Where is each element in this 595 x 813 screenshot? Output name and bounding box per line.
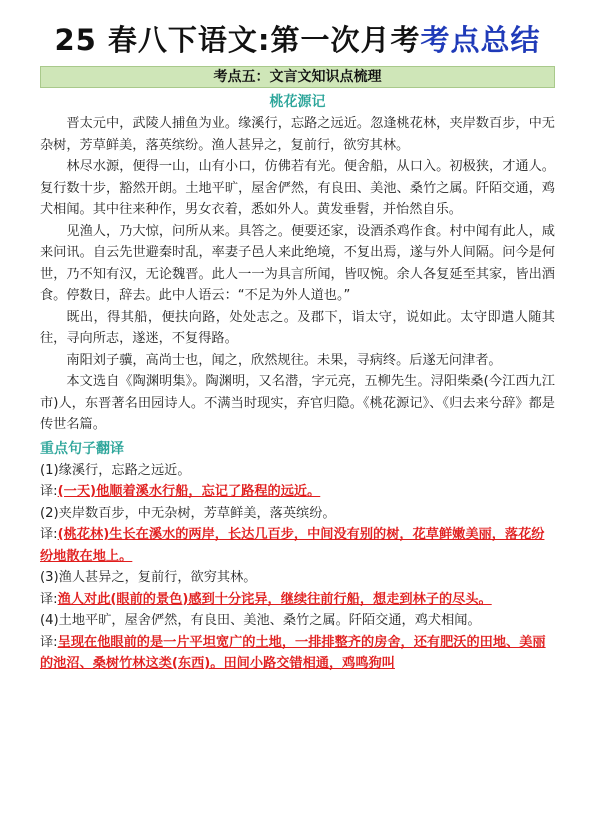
translation-label: 译: [40,591,58,607]
translation-1 [40,481,555,503]
translation-text: (桃花林)生长在溪水的两岸，长达几百步，中间没有别的树，花草鲜嫩美丽，落花纷纷地散在地上。 [40,527,545,564]
essay-paragraph-6: 本文选自《陶渊明集》。陶渊明，又名潜，字元亮，五柳先生。浔阳柴桑(今江西九江市)人，东晋著名田园诗人。不满当时现实，弃官归隐。《桃花源记》、《归去来兮辞》都是传世名篇。 [40,374,555,432]
essay-paragraph-4: 既出，得其船，便扶向路，处处志之。及郡下，诣太守，说如此。太守即遣人随其往，寻向所志，遂迷，不复得路。 [40,309,555,346]
translation-2 [40,524,555,567]
section-header-bar: 考点五：文言文知识点梳理 [40,66,555,88]
title-main: 25 春八下语文:第一次月考 [54,23,421,57]
translation-4 [40,632,555,675]
essay-paragraph-2: 林尽水源，便得一山，山有小口，仿佛若有光。便舍船，从口入。初极狭，才通人。复行数十步，豁然开朗。土地平旷，屋舍俨然，有良田、美池、桑竹之属。阡陌交通，鸡犬相闻。其中往来种作，男女衣着，悉如外人。黄发垂髫，并怡然自乐。 [40,159,555,217]
translation-label: 译: [40,634,58,650]
translation-text: (一天)他顺着溪水行船，忘记了路程的远近。 [57,484,321,499]
essay-paragraph-5: 南阳刘子骥，高尚士也，闻之，欣然规往。未果，寻病终。后遂无问津者。 [66,352,502,368]
title-highlight: 考点总结 [420,23,541,57]
essay-paragraph-3: 见渔人，乃大惊，问所从来。具答之。便要还家，设酒杀鸡作食。村中闻有此人，咸来问讯。自云先世避秦时乱，率妻子邑人来此绝境，不复出焉，遂与外人间隔。问今是何世，乃不知有汉，无论魏晋。此人一一为具言所闻，皆叹惋。余人各复延至其家，皆出酒食。停数日，辞去。此中人语云：“不足为外人道也。” [40,223,555,303]
translation-text: 渔人对此(眼前的景色)感到十分诧异，继续往前行船，想走到林子的尽头。 [57,591,492,607]
key-sentence-2: (2)夹岸数百步，中无杂树，芳草鲜美，落英缤纷。 [40,505,336,521]
essay-title: 桃花源记 [269,94,326,110]
translation-label: 译: [40,484,58,499]
key-sentence-3: (3)渔人甚异之，复前行，欲穷其林。 [40,570,257,585]
translation-text: 呈现在他眼前的是一片平坦宽广的土地，一排排整齐的房舍，还有肥沃的田地、美丽的池沼、桑树竹林这类(东西)。田间小路交错相通，鸡鸣狗叫 [40,634,546,671]
key-sentences-heading: 重点句子翻译 [40,440,124,457]
essay-paragraph-1: 晋太元中，武陵人捕鱼为业。缘溪行，忘路之远近。忽逢桃花林，夹岸数百步，中无杂树，芳草鲜美，落英缤纷。渔人甚异之，复前行，欲穷其林。 [40,116,555,153]
key-sentence-1: (1)缘溪行，忘路之远近。 [40,462,191,478]
page-title [40,20,555,60]
translation-3 [40,589,555,611]
key-sentence-4: (4)土地平旷，屋舍俨然，有良田、美池、桑竹之属。阡陌交通，鸡犬相闻。 [40,613,481,628]
translation-label: 译: [40,527,58,542]
document-page [0,20,595,813]
